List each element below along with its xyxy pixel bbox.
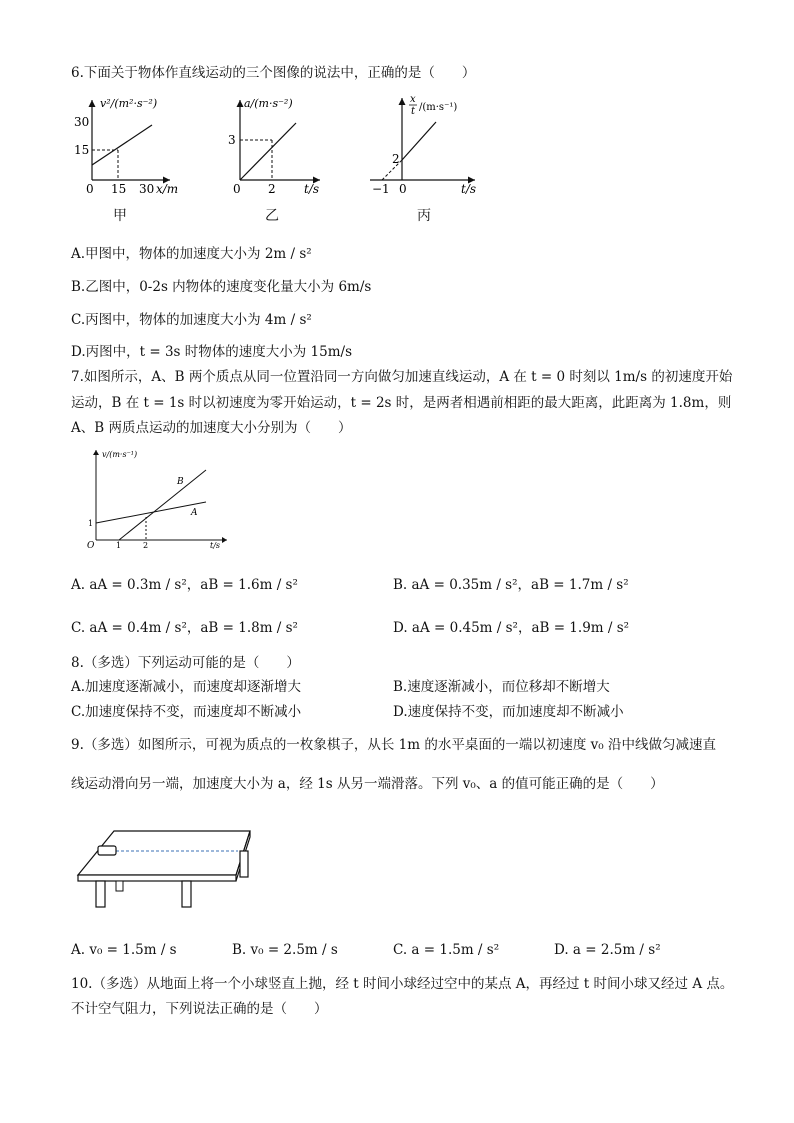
graph-jia	[70, 95, 200, 195]
svg-text:B: B	[177, 477, 184, 487]
q7-option-d: D. aA = 0.45m / s²，aB = 1.9m / s²	[393, 620, 630, 636]
jia-x0: 0	[86, 182, 94, 195]
q7-line-a	[96, 502, 206, 523]
q10-stem-line2: 不计空气阻力，下列说法正确的是（ ）	[71, 1001, 328, 1017]
q9-option-b: B. v₀ = 2.5m / s	[232, 942, 338, 958]
svg-text:1: 1	[88, 519, 94, 528]
q8-stem: 8.（多选）下列运动可能的是（ ）	[71, 655, 300, 671]
q6-option-c: C.丙图中，物体的加速度大小为 4m / s²	[71, 312, 312, 328]
q8-option-d: D.速度保持不变，而加速度却不断减小	[393, 704, 624, 720]
q6-option-d: D.丙图中，t = 3s 时物体的速度大小为 15m/s	[71, 344, 353, 360]
jia-y15: 15	[74, 143, 90, 157]
jia-y30: 30	[74, 115, 90, 129]
svg-text:2: 2	[392, 152, 400, 166]
q9-stem-line2: 线运动滑向另一端，加速度大小为 a，经 1s 从另一端滑落。下列 v₀、a 的值可能正确的是（ ）	[71, 776, 664, 792]
jia-x15: 15	[111, 182, 127, 195]
q7-option-b: B. aA = 0.35m / s²，aB = 1.7m / s²	[393, 577, 629, 593]
q8-option-a: A.加速度逐渐减小，而速度却逐渐增大	[71, 679, 302, 695]
q9-stem-line1: 9.（多选）如图所示，可视为质点的一枚象棋子，从长 1m 的水平桌面的一端以初速度 v₀ 沿中线做匀减速直	[71, 737, 716, 753]
jia-line	[92, 125, 152, 165]
svg-text:2: 2	[268, 182, 276, 195]
svg-text:t: t	[411, 106, 416, 117]
q9-option-c: C. a = 1.5m / s²	[393, 942, 500, 958]
svg-text:1: 1	[116, 541, 122, 550]
q8-option-b: B.速度逐渐减小，而位移却不断增大	[393, 679, 610, 695]
q7-option-c: C. aA = 0.4m / s²，aB = 1.8m / s²	[71, 620, 298, 636]
q9-option-d: D. a = 2.5m / s²	[554, 942, 661, 958]
table-illustration	[74, 825, 259, 910]
q7-option-a: A. aA = 0.3m / s²，aB = 1.6m / s²	[71, 577, 298, 593]
graph-bing	[370, 90, 485, 195]
jia-xlabel: x/m	[156, 182, 179, 195]
q6-stem: 6.下面关于物体作直线运动的三个图像的说法中，正确的是（ ）	[71, 65, 476, 81]
svg-text:a/(m·s⁻²): a/(m·s⁻²)	[244, 97, 293, 110]
q7-stem-line2: 运动，B 在 t = 1s 时以初速度为零开始运动，t = 2s 时，是两者相遇前相距的最大距离，此距离为 1.8m，则	[71, 395, 732, 411]
svg-text:−1: −1	[372, 182, 390, 195]
graph-yi	[220, 95, 330, 195]
svg-text:t/s: t/s	[461, 182, 477, 195]
q8-option-c: C.加速度保持不变，而速度却不断减小	[71, 704, 302, 720]
graph-q7	[82, 445, 232, 555]
q7-stem-line1: 7.如图所示，A、B 两个质点从同一位置沿同一方向做匀加速直线运动，A 在 t = 0 时刻以 1m/s 的初速度开始	[71, 369, 733, 385]
q6-option-b: B.乙图中，0-2s 内物体的速度变化量大小为 6m/s	[71, 279, 372, 295]
chess-piece	[98, 846, 116, 855]
yi-caption: 乙	[265, 208, 279, 224]
svg-text:3: 3	[228, 133, 236, 147]
yi-line	[240, 123, 296, 180]
bing-caption: 丙	[417, 208, 431, 224]
svg-text:/(m·s⁻¹): /(m·s⁻¹)	[419, 102, 458, 113]
svg-text:x: x	[410, 94, 416, 105]
q9-option-a: A. v₀ = 1.5m / s	[71, 942, 177, 958]
svg-text:A: A	[191, 508, 198, 518]
svg-text:0: 0	[399, 182, 407, 195]
jia-ylabel: v²/(m²·s⁻²)	[100, 97, 158, 110]
q10-stem-line1: 10.（多选）从地面上将一个小球竖直上抛，经 t 时间小球经过空中的某点 A，再经过 t 时间小球又经过 A 点。	[71, 976, 734, 992]
q7-stem-line3: A、B 两质点运动的加速度大小分别为（ ）	[71, 420, 352, 436]
svg-text:2: 2	[143, 541, 149, 550]
svg-text:O: O	[87, 541, 95, 551]
svg-text:v/(m·s⁻¹): v/(m·s⁻¹)	[102, 450, 138, 459]
svg-text:t/s: t/s	[210, 541, 221, 550]
jia-x30: 30	[139, 182, 155, 195]
svg-text:0: 0	[233, 182, 241, 195]
bing-line	[402, 122, 436, 160]
svg-text:t/s: t/s	[304, 182, 320, 195]
jia-caption: 甲	[113, 208, 127, 224]
q6-option-a: A.甲图中，物体的加速度大小为 2m / s²	[71, 246, 312, 262]
